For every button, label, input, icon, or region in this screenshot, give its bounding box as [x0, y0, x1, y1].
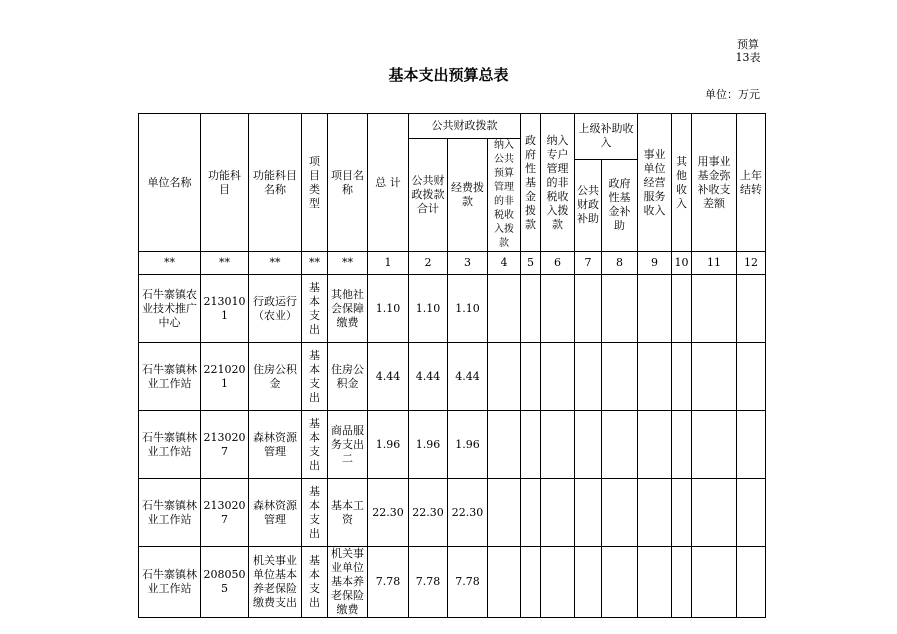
table-row — [139, 275, 766, 343]
unit-label: 单位：万元 — [705, 88, 760, 101]
header-public-fiscal-sum: 公共财政拨款合计 — [409, 139, 448, 252]
row-item: 其他社会保障缴费 — [328, 275, 368, 343]
row-empty-cell — [602, 547, 638, 618]
row-code: 2080505 — [201, 547, 249, 618]
index-cell: 10 — [672, 252, 692, 275]
row-empty-cell — [488, 547, 521, 618]
row-empty-cell — [692, 479, 737, 547]
row-funding: 4.44 — [448, 343, 488, 411]
index-cell: 11 — [692, 252, 737, 275]
table-row — [139, 479, 766, 547]
row-sum: 4.44 — [409, 343, 448, 411]
row-empty-cell — [602, 275, 638, 343]
header-item-name: 项目名称 — [328, 114, 368, 252]
row-item: 住房公积金 — [328, 343, 368, 411]
row-empty-cell — [521, 547, 541, 618]
row-unit: 石牛寨镇林业工作站 — [139, 479, 201, 547]
row-empty-cell — [488, 479, 521, 547]
row-code: 2210201 — [201, 343, 249, 411]
row-empty-cell — [692, 343, 737, 411]
row-empty-cell — [737, 343, 766, 411]
row-empty-cell — [575, 547, 602, 618]
row-func: 森林资源管理 — [249, 479, 302, 547]
header-gov-fund-subsidy: 政府性基金补助 — [602, 159, 638, 251]
index-cell: ** — [139, 252, 201, 275]
header-row-1 — [139, 114, 766, 139]
row-empty-cell — [638, 479, 672, 547]
header-carryover: 上年结转 — [737, 114, 766, 252]
row-empty-cell — [521, 479, 541, 547]
row-empty-cell — [737, 479, 766, 547]
row-empty-cell — [692, 547, 737, 618]
row-empty-cell — [638, 547, 672, 618]
index-cell: 3 — [448, 252, 488, 275]
page-title: 基本支出预算总表 — [388, 66, 509, 84]
table-row — [139, 411, 766, 479]
row-type: 基本支出 — [302, 411, 328, 479]
row-item: 商品服务支出二 — [328, 411, 368, 479]
row-empty-cell — [672, 547, 692, 618]
row-total: 4.44 — [368, 343, 409, 411]
index-cell: 7 — [575, 252, 602, 275]
header-funding: 经费拨款 — [448, 139, 488, 252]
row-empty-cell — [541, 479, 575, 547]
row-empty-cell — [737, 547, 766, 618]
row-type: 基本支出 — [302, 547, 328, 618]
row-unit: 石牛寨镇林业工作站 — [139, 343, 201, 411]
header-business-income: 事业单位经营服务收入 — [638, 114, 672, 252]
index-cell: 1 — [368, 252, 409, 275]
row-total: 1.10 — [368, 275, 409, 343]
row-empty-cell — [638, 411, 672, 479]
index-cell: 5 — [521, 252, 541, 275]
row-empty-cell — [672, 343, 692, 411]
row-empty-cell — [692, 411, 737, 479]
row-total: 7.78 — [368, 547, 409, 618]
row-total: 22.30 — [368, 479, 409, 547]
header-special-nontax: 纳入专户管理的非税收入拨款 — [541, 114, 575, 252]
header-total: 总 计 — [368, 114, 409, 252]
row-sum: 1.10 — [409, 275, 448, 343]
index-cell: 2 — [409, 252, 448, 275]
row-empty-cell — [638, 275, 672, 343]
form-number: 预算13表 — [735, 38, 761, 64]
row-empty-cell — [521, 343, 541, 411]
header-other-income: 其他收入 — [672, 114, 692, 252]
index-cell: 12 — [737, 252, 766, 275]
row-empty-cell — [575, 343, 602, 411]
row-funding: 1.10 — [448, 275, 488, 343]
index-cell: 4 — [488, 252, 521, 275]
row-empty-cell — [672, 275, 692, 343]
index-cell: 6 — [541, 252, 575, 275]
row-type: 基本支出 — [302, 343, 328, 411]
header-superior-subsidy: 上级补助收入 — [575, 114, 638, 160]
row-unit: 石牛寨镇农业技术推广中心 — [139, 275, 201, 343]
row-item: 机关事业单位基本养老保险缴费 — [328, 547, 368, 618]
row-sum: 1.96 — [409, 411, 448, 479]
row-empty-cell — [488, 411, 521, 479]
row-func: 住房公积金 — [249, 343, 302, 411]
row-unit: 石牛寨镇林业工作站 — [139, 411, 201, 479]
row-item: 基本工资 — [328, 479, 368, 547]
header-fund-offset: 用事业基金弥补收支差额 — [692, 114, 737, 252]
row-empty-cell — [638, 343, 672, 411]
row-empty-cell — [672, 411, 692, 479]
row-code: 2130207 — [201, 411, 249, 479]
row-empty-cell — [541, 411, 575, 479]
header-gov-fund: 政府性基金拨款 — [521, 114, 541, 252]
row-empty-cell — [602, 479, 638, 547]
row-code: 2130101 — [201, 275, 249, 343]
row-empty-cell — [488, 343, 521, 411]
row-empty-cell — [541, 547, 575, 618]
row-func: 机关事业单位基本养老保险缴费支出 — [249, 547, 302, 618]
row-sum: 22.30 — [409, 479, 448, 547]
row-code: 2130207 — [201, 479, 249, 547]
row-type: 基本支出 — [302, 479, 328, 547]
table-row — [139, 343, 766, 411]
row-empty-cell — [692, 275, 737, 343]
header-public-fiscal-subsidy: 公共财政补助 — [575, 159, 602, 251]
row-empty-cell — [672, 479, 692, 547]
index-cell: ** — [201, 252, 249, 275]
row-funding: 22.30 — [448, 479, 488, 547]
budget-table — [138, 113, 766, 618]
row-empty-cell — [737, 275, 766, 343]
header-func-code: 功能科目 — [201, 114, 249, 252]
row-empty-cell — [575, 275, 602, 343]
header-public-fiscal: 公共财政拨款 — [409, 114, 521, 139]
header-item-type: 项目类型 — [302, 114, 328, 252]
row-funding: 1.96 — [448, 411, 488, 479]
index-cell: ** — [302, 252, 328, 275]
row-empty-cell — [737, 411, 766, 479]
row-empty-cell — [575, 479, 602, 547]
row-empty-cell — [602, 411, 638, 479]
row-type: 基本支出 — [302, 275, 328, 343]
row-empty-cell — [575, 411, 602, 479]
table-row — [139, 547, 766, 618]
header-unit-name: 单位名称 — [139, 114, 201, 252]
row-func: 行政运行（农业） — [249, 275, 302, 343]
row-empty-cell — [521, 275, 541, 343]
header-func-name: 功能科目名称 — [249, 114, 302, 252]
header-nonbudget-in: 纳入公共预算管理的非税收入拨款 — [488, 139, 521, 252]
row-empty-cell — [488, 275, 521, 343]
index-cell: ** — [249, 252, 302, 275]
row-unit: 石牛寨镇林业工作站 — [139, 547, 201, 618]
row-empty-cell — [602, 343, 638, 411]
row-empty-cell — [541, 275, 575, 343]
index-cell: 8 — [602, 252, 638, 275]
row-total: 1.96 — [368, 411, 409, 479]
row-empty-cell — [541, 343, 575, 411]
row-func: 森林资源管理 — [249, 411, 302, 479]
index-cell: 9 — [638, 252, 672, 275]
index-row — [139, 252, 766, 275]
row-funding: 7.78 — [448, 547, 488, 618]
row-empty-cell — [521, 411, 541, 479]
row-sum: 7.78 — [409, 547, 448, 618]
index-cell: ** — [328, 252, 368, 275]
